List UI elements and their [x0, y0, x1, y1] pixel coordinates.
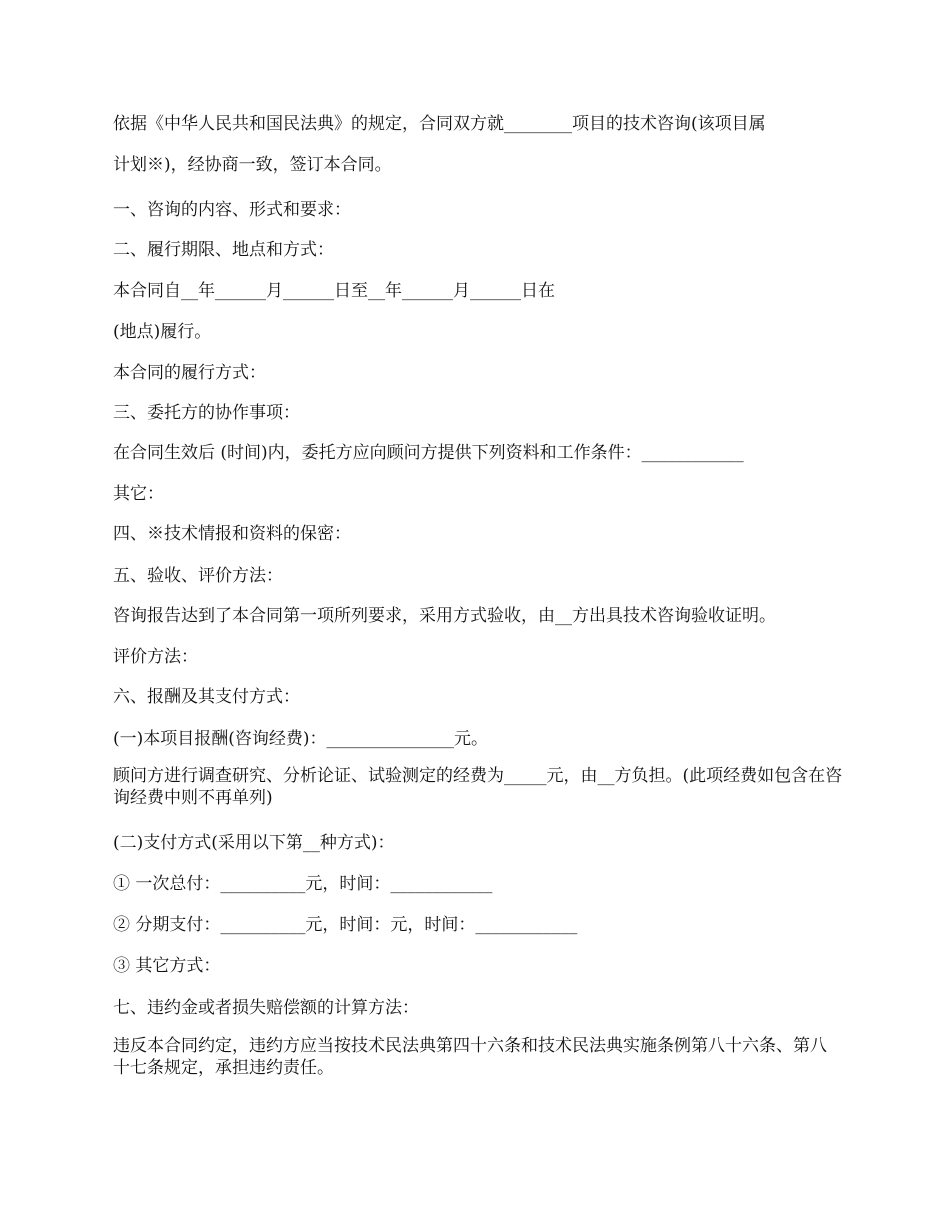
contract-period-line: 本合同自__年______月______日至__年______月______日在: [113, 281, 555, 301]
performance-method-line: 本合同的履行方式：: [113, 363, 266, 383]
section-heading-client-cooperation: 三、委托方的协作事项：: [113, 403, 300, 423]
section-heading-payment: 六、报酬及其支付方式：: [113, 687, 300, 707]
payment-method-line: (二)支付方式(采用以下第__种方式)：: [113, 833, 395, 853]
section-heading-confidentiality: 四、※技术情报和资料的保密：: [113, 524, 351, 544]
intro-paragraph-line-1: 依据《中华人民共和国民法典》的规定，合同双方就________项目的技术咨询(该项目属: [113, 114, 766, 134]
section-heading-performance-term: 二、履行期限、地点和方式：: [113, 240, 334, 260]
other-payment-line: ③ 其它方式：: [113, 956, 221, 976]
intro-paragraph-line-2: 计划※)，经协商一致，签订本合同。: [113, 155, 392, 175]
acceptance-method-line: 咨询报告达到了本合同第一项所列要求，采用方式验收，由__方出具技术咨询验收证明。: [113, 606, 776, 626]
breach-liability-paragraph: 违反本合同约定，违约方应当按技术民法典第四十六条和技术民法典实施条例第八十六条、第八十七条规定，承担违约责任。: [113, 1036, 827, 1078]
research-expense-paragraph: 顾问方进行调查研究、分析论证、试验测定的经费为_____元，由__方负担。(此项经费如包含在咨询经费中则不再单列): [113, 766, 843, 808]
contract-location-line: (地点)履行。: [113, 322, 212, 342]
section-heading-acceptance-evaluation: 五、验收、评价方法：: [113, 566, 283, 586]
section-heading-consulting-content: 一、咨询的内容、形式和要求：: [113, 200, 351, 220]
consulting-fee-line: (一)本项目报酬(咨询经费)：_______________元。: [113, 729, 489, 749]
client-materials-line: 在合同生效后 (时间)内，委托方应向顾问方提供下列资料和工作条件：____________: [113, 443, 744, 463]
installment-payment-line: ② 分期支付：__________元，时间：元，时间：____________: [113, 915, 578, 935]
evaluation-method-line: 评价方法：: [113, 647, 198, 667]
section-heading-liquidated-damages: 七、违约金或者损失赔偿额的计算方法：: [113, 998, 419, 1018]
other-items-line: 其它：: [113, 484, 164, 504]
lump-sum-payment-line: ① 一次总付：__________元，时间：____________: [113, 874, 493, 894]
